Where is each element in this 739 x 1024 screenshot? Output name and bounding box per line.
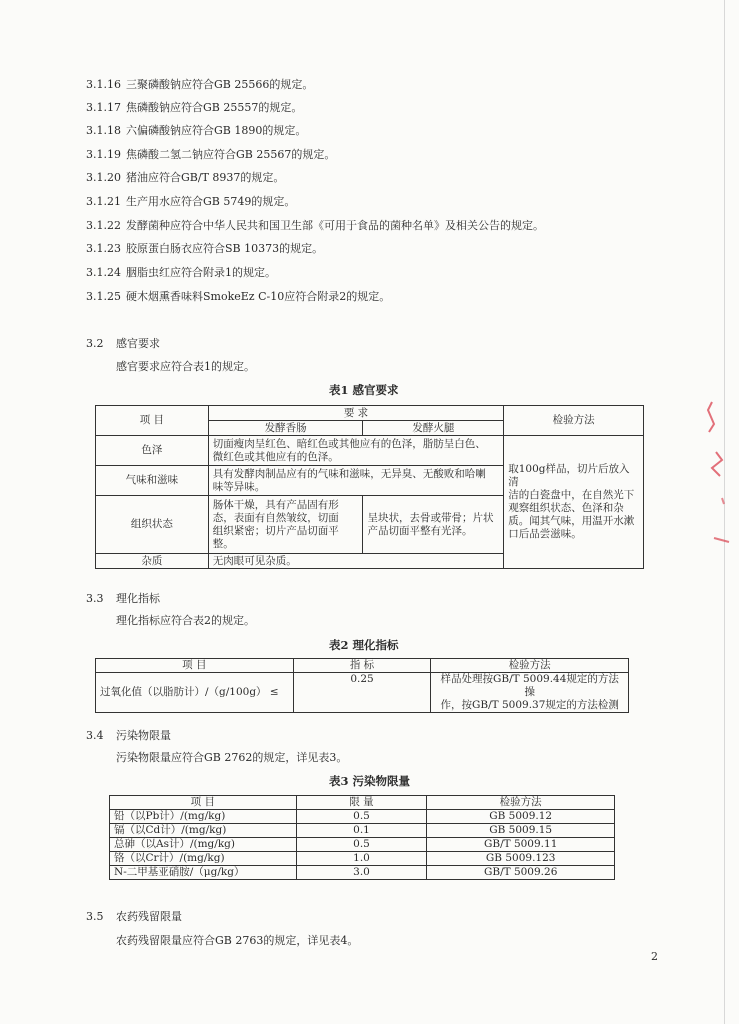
- text-line: 组织紧密；切片产品切面平: [212, 524, 339, 537]
- physicochemical-table: [95, 658, 629, 713]
- header-requirement: 要 求: [208, 406, 503, 421]
- text-line: 切面瘦肉呈红色、暗红色或其他应有的色泽，脂肪呈白色、: [212, 437, 486, 450]
- text-line: 口后品尝滋味。: [508, 528, 582, 540]
- section-title: 污染物限量: [116, 729, 171, 742]
- clause-number: 3.1.22: [86, 219, 121, 232]
- row-odor-item: 气味和滋味: [96, 466, 209, 496]
- text-line: 整。: [212, 537, 234, 550]
- clause-number: 3.1.24: [86, 266, 121, 279]
- text-line: 洁的白瓷盘中，在自然光下: [508, 489, 635, 501]
- clause-3-1-17: [86, 101, 302, 115]
- text-line: 微红色或其他应有的色泽。: [212, 450, 339, 463]
- header-method: 检验方法: [431, 659, 629, 673]
- row-item: 总砷（以As计）/(mg/kg): [110, 838, 297, 852]
- table-3-caption: 表3 污染物限量: [329, 774, 411, 788]
- clause-text: 焦磷酸钠应符合GB 25557的规定。: [126, 101, 303, 114]
- text-line: 质。闻其气味，用温开水漱: [508, 515, 635, 527]
- red-seal-stamp: [700, 400, 730, 550]
- row-limit: 0.1: [296, 824, 427, 838]
- clause-3-1-18: [86, 124, 306, 138]
- sensory-table: [95, 405, 644, 569]
- table-row: [110, 838, 615, 852]
- header-item: 项 目: [96, 659, 294, 673]
- clause-number: 3.1.18: [86, 124, 121, 137]
- section-number: 3.2: [86, 337, 104, 350]
- row-method: GB/T 5009.26: [427, 866, 615, 880]
- row-impurity-requirement: 无肉眼可见杂质。: [208, 554, 503, 569]
- text-line: 产品切面平整有光泽。: [367, 524, 473, 537]
- table-row: [110, 810, 615, 824]
- table-row: [110, 852, 615, 866]
- clause-3-1-25: [86, 290, 390, 304]
- clause-text: 生产用水应符合GB 5749的规定。: [126, 195, 296, 208]
- table-row: [110, 824, 615, 838]
- clause-text: 六偏磷酸钠应符合GB 1890的规定。: [126, 124, 307, 137]
- row-peroxide-item: 过氧化值（以脂肪计）/（g/100g） ≤: [96, 673, 294, 713]
- header-limit: 限 量: [296, 796, 427, 810]
- row-limit: 1.0: [296, 852, 427, 866]
- row-limit: 0.5: [296, 810, 427, 824]
- clause-number: 3.1.16: [86, 78, 121, 91]
- row-limit: 0.5: [296, 838, 427, 852]
- header-sausage: 发酵香肠: [208, 421, 363, 436]
- section-number: 3.3: [86, 592, 104, 605]
- contaminant-table: [109, 795, 615, 880]
- text-line: 取100g样品，切片后放入清: [508, 463, 630, 488]
- text-line: 观察组织状态、色泽和杂: [508, 502, 624, 514]
- header-method: 检验方法: [427, 796, 615, 810]
- text-line: 具有发酵肉制品应有的气味和滋味，无异臭、无酸败和哈喇: [212, 467, 486, 480]
- section-number: 3.4: [86, 729, 104, 742]
- section-heading-3-4: [86, 729, 171, 743]
- row-method: GB 5009.12: [427, 810, 615, 824]
- clause-3-1-23: [86, 242, 323, 256]
- clause-3-1-16: [86, 78, 313, 92]
- clause-3-1-24: [86, 266, 276, 280]
- section-heading-3-3: [86, 592, 160, 606]
- clause-text: 硬木烟熏香味料SmokeEz C-10应符合附录2的规定。: [126, 290, 391, 303]
- section-intro-3-2: 感官要求应符合表1的规定。: [116, 360, 255, 373]
- clause-text: 胭脂虫红应符合附录1的规定。: [126, 266, 276, 279]
- clause-text: 发酵菌种应符合中华人民共和国卫生部《可用于食品的菌种名单》及相关公告的规定。: [126, 219, 544, 232]
- page-number: 2: [651, 950, 658, 963]
- row-color-item: 色泽: [96, 436, 209, 466]
- clause-text: 猪油应符合GB/T 8937的规定。: [126, 171, 285, 184]
- clause-3-1-20: [86, 171, 284, 185]
- section-title: 感官要求: [116, 337, 160, 350]
- section-heading-3-5: [86, 910, 182, 924]
- row-color-requirement: [208, 436, 503, 466]
- clause-text: 焦磷酸二氢二钠应符合GB 25567的规定。: [126, 148, 336, 161]
- row-item: 镉（以Cd计）/(mg/kg): [110, 824, 297, 838]
- row-item: 铬（以Cr计）/(mg/kg): [110, 852, 297, 866]
- row-item: 铅（以Pb计）/(mg/kg): [110, 810, 297, 824]
- row-method: GB 5009.15: [427, 824, 615, 838]
- section-title: 农药残留限量: [116, 910, 182, 923]
- text-line: 作，按GB/T 5009.37规定的方法检测: [440, 699, 619, 711]
- table-row: [110, 866, 615, 880]
- section-title: 理化指标: [116, 592, 160, 605]
- header-method: 检验方法: [504, 406, 644, 436]
- section-intro-3-3: 理化指标应符合表2的规定。: [116, 614, 255, 627]
- row-texture-sausage: [208, 496, 363, 554]
- table-2-caption: 表2 理化指标: [329, 638, 399, 652]
- row-method: GB 5009.123: [427, 852, 615, 866]
- clause-number: 3.1.19: [86, 148, 121, 161]
- table-1-caption: 表1 感官要求: [329, 383, 399, 397]
- clause-text: 胶原蛋白肠衣应符合SB 10373的规定。: [126, 242, 324, 255]
- row-odor-requirement: [208, 466, 503, 496]
- header-item: 项 目: [96, 406, 209, 436]
- clause-number: 3.1.21: [86, 195, 121, 208]
- row-item: N-二甲基亚硝胺/（μg/kg）: [110, 866, 297, 880]
- clause-number: 3.1.25: [86, 290, 121, 303]
- clause-3-1-21: [86, 195, 295, 209]
- header-index: 指 标: [293, 659, 431, 673]
- text-line: 样品处理按GB/T 5009.44规定的方法操: [440, 673, 619, 698]
- clause-number: 3.1.23: [86, 242, 121, 255]
- text-line: 呈块状，去骨或带骨；片状: [367, 511, 494, 524]
- header-item: 项 目: [110, 796, 297, 810]
- row-texture-ham: [363, 496, 504, 554]
- clause-number: 3.1.17: [86, 101, 121, 114]
- row-peroxide-value: 0.25: [293, 673, 431, 713]
- section-intro-3-5: 农药残留限量应符合GB 2763的规定，详见表4。: [116, 934, 359, 947]
- header-ham: 发酵火腿: [363, 421, 504, 436]
- clause-3-1-19: [86, 148, 335, 162]
- section-number: 3.5: [86, 910, 104, 923]
- sensory-method-cell: [504, 436, 644, 569]
- row-limit: 3.0: [296, 866, 427, 880]
- text-line: 味等异味。: [212, 480, 266, 493]
- clause-number: 3.1.20: [86, 171, 121, 184]
- clause-text: 三聚磷酸钠应符合GB 25566的规定。: [126, 78, 314, 91]
- row-texture-item: 组织状态: [96, 496, 209, 554]
- clause-3-1-22: [86, 219, 544, 233]
- section-intro-3-4: 污染物限量应符合GB 2762的规定，详见表3。: [116, 751, 348, 764]
- row-peroxide-method: [431, 673, 629, 713]
- section-heading-3-2: [86, 337, 160, 351]
- row-impurity-item: 杂质: [96, 554, 209, 569]
- row-method: GB/T 5009.11: [427, 838, 615, 852]
- text-line: 态，表面有自然皱纹，切面: [212, 511, 339, 524]
- text-line: 肠体干燥，具有产品固有形: [212, 498, 339, 511]
